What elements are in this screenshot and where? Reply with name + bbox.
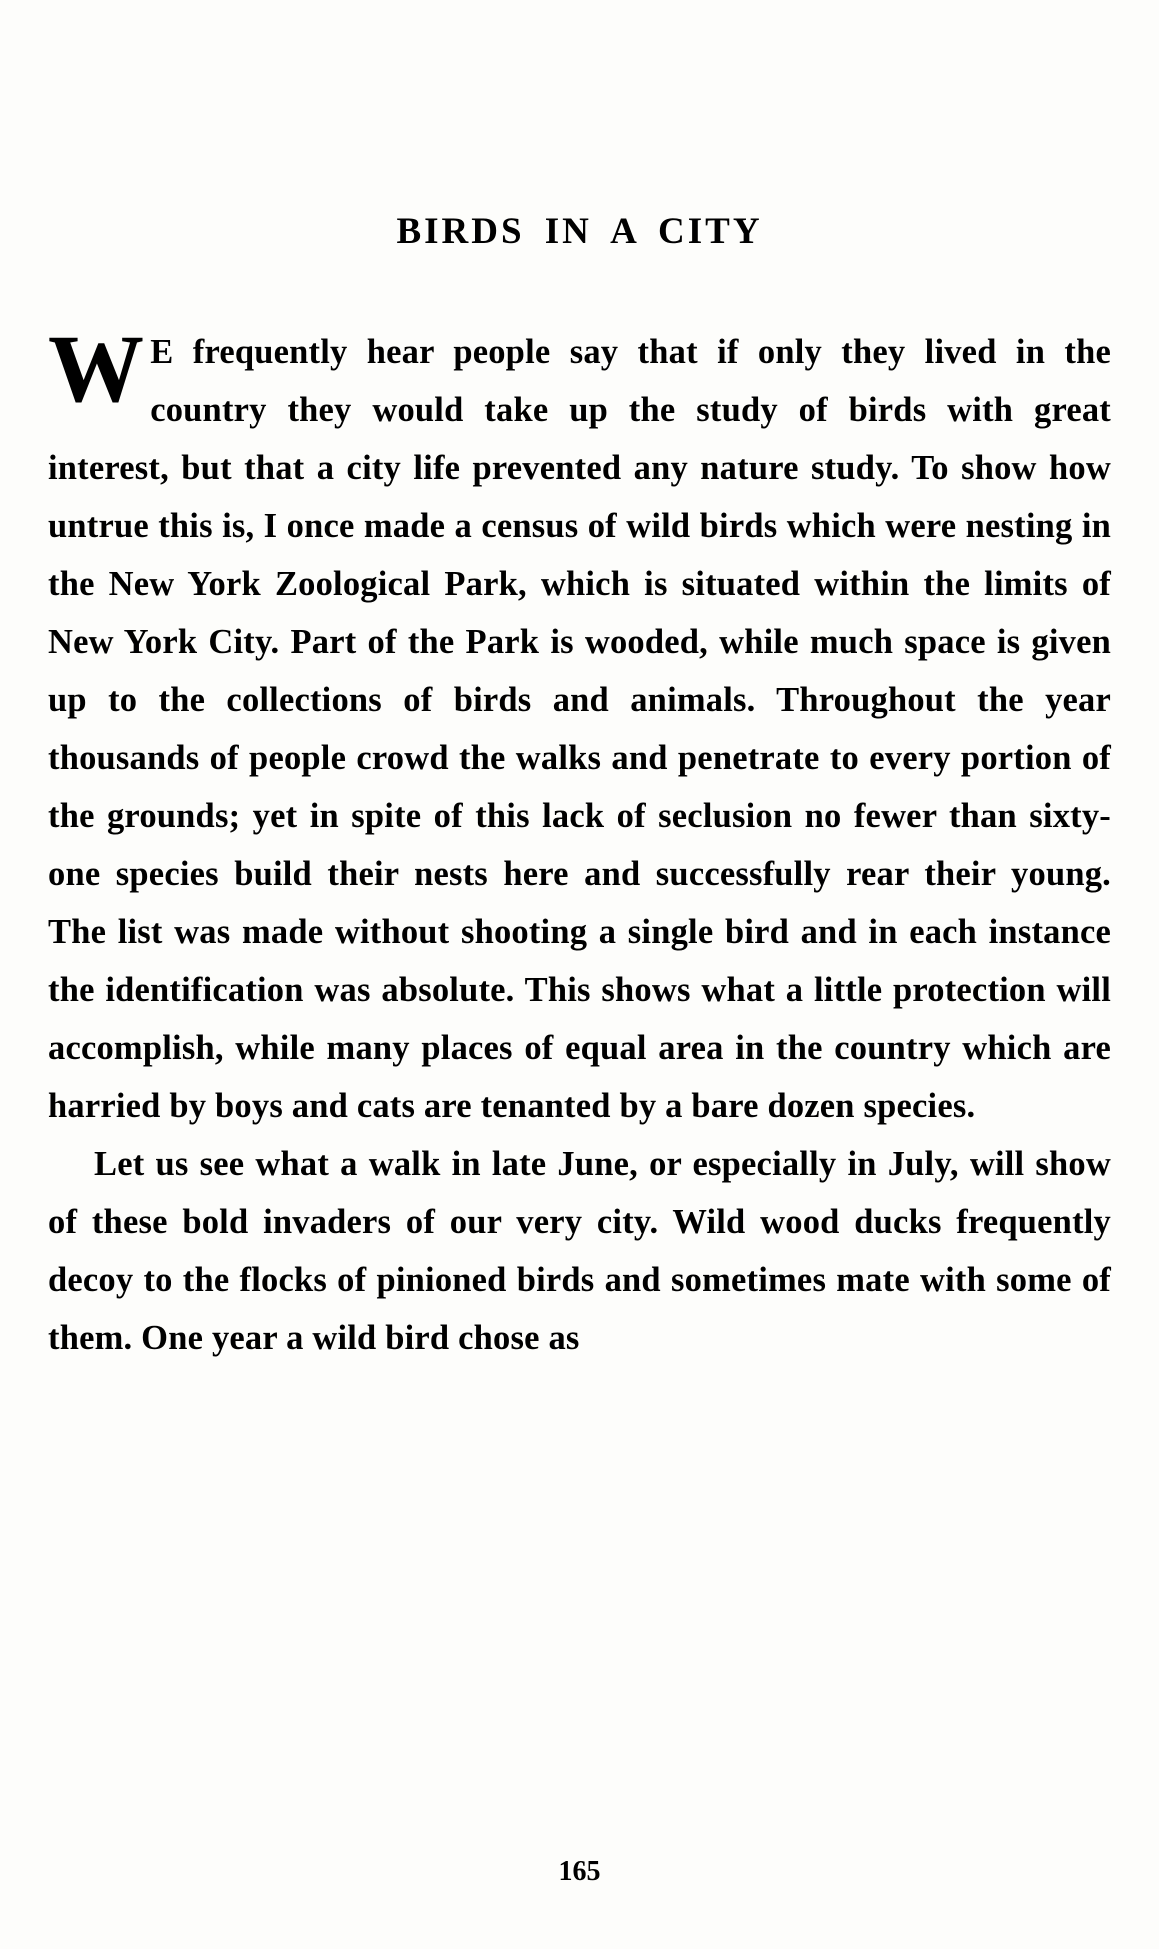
paragraph-second: Let us see what a walk in late June, or especially in July, will show of these bold invaders of our very city. Wild wood ducks frequently decoy to the flocks of pinioned birds and sometimes mate with some of them. One year a wild bird chose as: [48, 1145, 1111, 1357]
drop-cap: W: [48, 315, 145, 422]
paragraph-lead-letters: E: [150, 333, 174, 371]
paragraph-first: [48, 315, 1111, 1135]
paragraph-first-text: frequently hear people say that if only they lived in the country they would take up the study of birds with great interest, but that a city life prevented any nature study. To show how untrue this is, I once made a census of wild birds which were nesting in the New York Zoological Park, which is situated within the limits of New York City. Part of the Park is wooded, while much space is given up to the collections of birds and animals. Throughout the year thousands of people crowd the walks and penetrate to every portion of the grounds; yet in spite of this lack of seclusion no fewer than sixty-one species build their nests here and successfully rear their young. The list was made without shooting a single bird and in each instance the identification was absolute. This shows what a little protection will accomplish, while many places of equal area in the country which are harried by boys and cats are tenanted by a bare dozen species.: [48, 333, 1111, 1125]
page-number: 165: [558, 1856, 601, 1887]
page-content: [48, 210, 1111, 1367]
page-title: BIRDS IN A CITY: [396, 211, 763, 252]
